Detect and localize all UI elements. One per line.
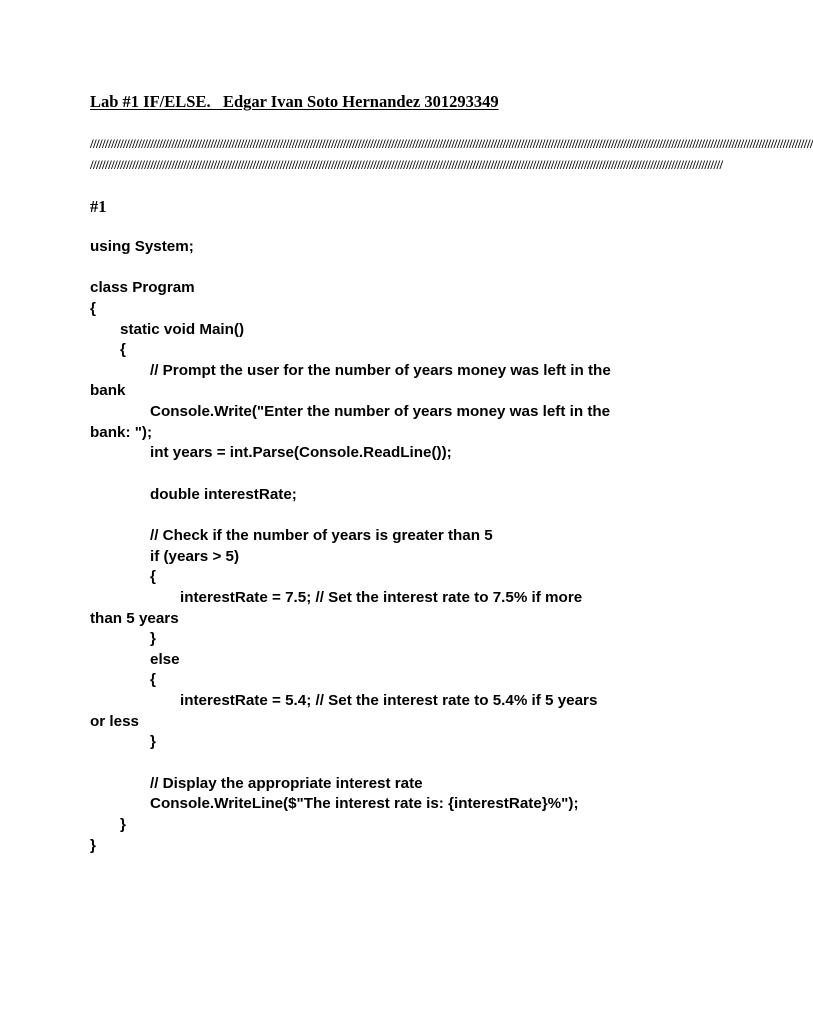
code-line [90,258,690,279]
code-line: } [90,836,96,854]
code-line: // Check if the number of years is greater than 5 [150,526,493,544]
code-line: if (years > 5) [150,547,240,565]
code-line: bank: "); [90,423,153,441]
code-line: interestRate = 5.4; // Set the interest rate to 5.4% if 5 years [180,692,598,710]
code-line: int years = int.Parse(Console.ReadLine()); [150,444,452,462]
code-line [90,505,690,526]
code-line [90,464,690,485]
code-block [90,237,690,856]
separator-line-1: //////////////////////////////////////////////////////////////////////////////////////////////////////////////////////////////////////////////////////////////////////////////////////////////////////////////////////////////////////////////// [90,136,813,151]
code-line: static void Main() [120,320,245,338]
code-line: than 5 years [90,609,179,627]
code-line: using System; [90,238,194,255]
code-line: { [120,341,126,359]
code-line: } [150,630,156,648]
document-title: Lab #1 IF/ELSE. Edgar Ivan Soto Hernandez 301293349 [90,92,499,111]
code-line: { [150,671,156,689]
code-line: // Prompt the user for the number of years money was left in the [150,361,611,379]
code-line: double interestRate; [150,485,297,503]
code-line: { [90,299,96,317]
code-line: { [150,568,156,586]
code-line: Console.Write("Enter the number of years money was left in the [150,403,611,421]
code-line: } [120,815,126,833]
code-line: } [150,733,156,751]
code-line: class Program [90,279,195,297]
section-number: #1 [90,197,107,216]
code-line: or less [90,712,139,730]
separator-line-2: ////////////////////////////////////////////////////////////////////////////////////////////////////////////////////////////////////////////////////////////////////////////////////////////////////////////////// [90,157,723,172]
code-line: bank [90,382,126,400]
code-line: // Display the appropriate interest rate [150,774,423,792]
code-line: interestRate = 7.5; // Set the interest rate to 7.5% if more [180,588,583,606]
code-line [90,753,690,774]
code-line: Console.WriteLine($"The interest rate is: {interestRate}%"); [150,795,579,813]
code-line: else [150,650,180,668]
